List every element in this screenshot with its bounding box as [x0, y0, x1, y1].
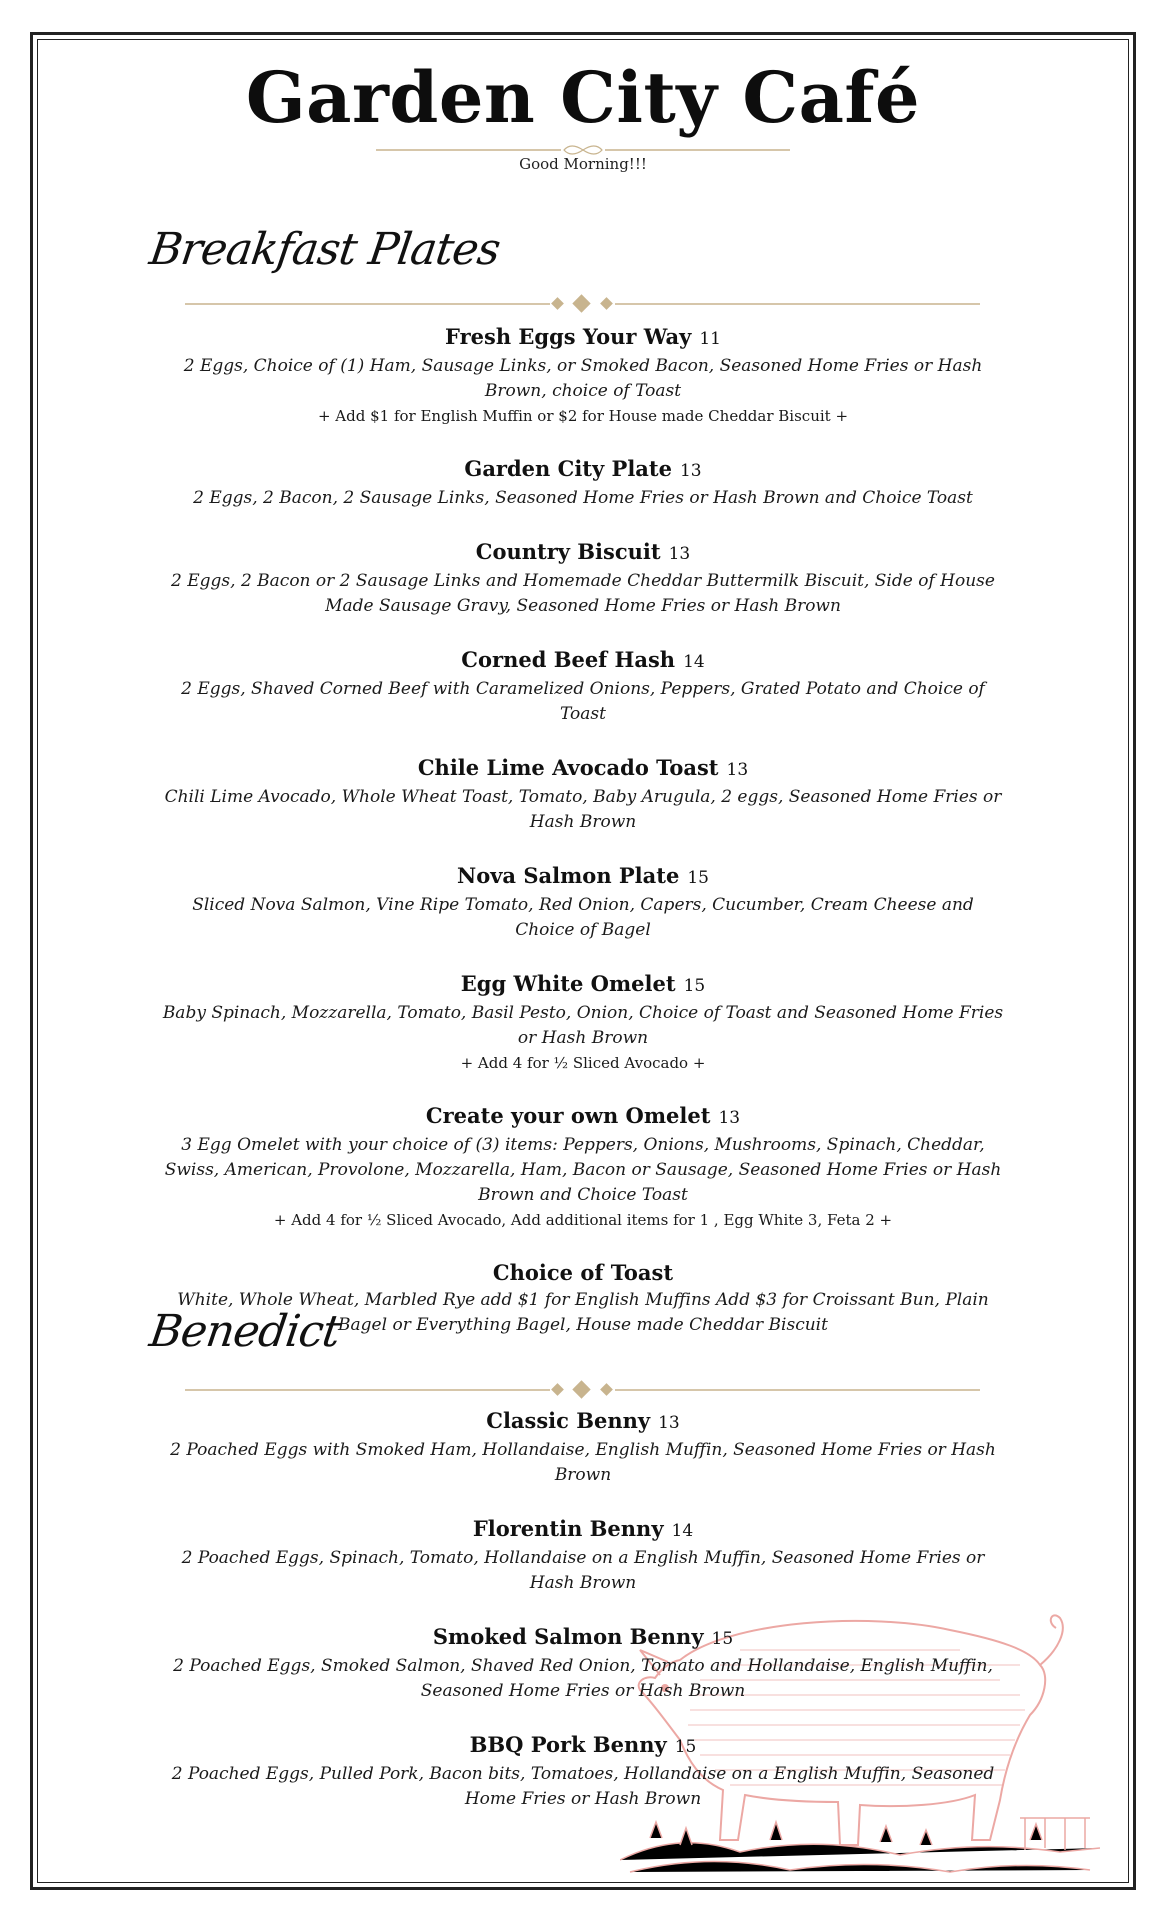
item-price: 13 — [726, 760, 749, 780]
menu-item — [160, 861, 1006, 943]
item-name: Create your own Omelet — [425, 1103, 711, 1128]
item-price: 13 — [658, 1413, 680, 1433]
item-description: Baby Spinach, Mozzarella, Tomato, Basil Pesto, Onion, Choice of Toast and Seasoned Home Fries or Hash Brown — [162, 1003, 1004, 1048]
menu-item — [160, 322, 1006, 428]
menu-item — [160, 645, 1006, 727]
benedict-items — [160, 1406, 1006, 1838]
item-price: 13 — [668, 544, 691, 564]
item-name: Classic Benny — [486, 1408, 651, 1433]
item-name: Florentin Benny — [472, 1516, 664, 1541]
item-description: 2 Poached Eggs with Smoked Ham, Hollandaise, English Muffin, Seasoned Home Fries or Hash Brown — [170, 1440, 996, 1485]
item-price: 15 — [711, 1629, 734, 1649]
menu-item — [160, 1514, 1006, 1596]
item-price: 14 — [683, 652, 705, 672]
item-name: Egg White Omelet — [460, 971, 676, 996]
item-addon-note: + Add $1 for English Muffin or $2 for House made Cheddar Biscuit + — [317, 407, 849, 425]
section-title-benedict: Benedict — [146, 1306, 343, 1357]
item-name: Fresh Eggs Your Way — [445, 324, 692, 349]
item-description: 2 Poached Eggs, Pulled Pork, Bacon bits, Tomatoes, Hollandaise on a English Muffin, Seasoned Home Fries or Hash Brown — [171, 1764, 995, 1809]
item-name: Corned Beef Hash — [461, 647, 676, 672]
item-description: 2 Eggs, Choice of (1) Ham, Sausage Links, or Smoked Bacon, Seasoned Home Fries or Hash Brown, choice of Toast — [183, 356, 983, 401]
item-name: Garden City Plate — [464, 456, 672, 481]
item-name: Choice of Toast — [492, 1260, 674, 1285]
item-addon-note: + Add 4 for ½ Sliced Avocado, Add additional items for 1 , Egg White 3, Feta 2 + — [273, 1211, 893, 1229]
item-description: 2 Eggs, 2 Bacon, 2 Sausage Links, Seasoned Home Fries or Hash Brown and Choice Toast — [193, 488, 973, 508]
item-price: 11 — [699, 329, 721, 349]
menu-item — [160, 454, 1006, 511]
item-name: Chile Lime Avocado Toast — [417, 755, 719, 780]
item-name: Smoked Salmon Benny — [432, 1624, 704, 1649]
item-description: 3 Egg Omelet with your choice of (3) items: Peppers, Onions, Mushrooms, Spinach, Cheddar, Swiss, American, Provolone, Mozzarella, Ham, Bacon or Sausage, Seasoned Home Fries or Hash Brown and Choice Toast — [164, 1135, 1002, 1205]
menu-item — [160, 1730, 1006, 1812]
item-price: 15 — [683, 976, 706, 996]
item-description: 2 Poached Eggs, Smoked Salmon, Shaved Red Onion, Tomato and Hollandaise, English Muffin, Seasoned Home Fries or Hash Brown — [173, 1656, 993, 1701]
item-addon-note: + Add 4 for ½ Sliced Avocado + — [460, 1054, 706, 1072]
item-name: Country Biscuit — [475, 539, 661, 564]
cafe-title: Garden City Café — [245, 56, 921, 139]
item-description: 2 Eggs, Shaved Corned Beef with Caramelized Onions, Peppers, Grated Potato and Choice of Toast — [181, 679, 985, 724]
item-description: Chili Lime Avocado, Whole Wheat Toast, Tomato, Baby Arugula, 2 eggs, Seasoned Home Fries or Hash Brown — [164, 787, 1002, 832]
item-price: 13 — [718, 1108, 741, 1128]
section-divider-benedict — [185, 1380, 980, 1400]
menu-item — [160, 1101, 1006, 1232]
greeting: Good Morning!!! — [519, 155, 647, 173]
item-description: White, Whole Wheat, Marbled Rye add $1 for English Muffins Add $3 for Croissant Bun, Plain Bagel or Everything Bagel, House made Cheddar Biscuit — [177, 1290, 989, 1335]
menu-item — [160, 753, 1006, 835]
item-description: Sliced Nova Salmon, Vine Ripe Tomato, Red Onion, Capers, Cucumber, Cream Cheese and Choice of Bagel — [192, 895, 974, 940]
item-name: BBQ Pork Benny — [469, 1732, 667, 1757]
item-description: 2 Eggs, 2 Bacon or 2 Sausage Links and Homemade Cheddar Buttermilk Biscuit, Side of House Made Sausage Gravy, Seasoned Home Fries or Hash Brown — [171, 571, 995, 616]
menu-item — [160, 1406, 1006, 1488]
item-description: 2 Poached Eggs, Spinach, Tomato, Hollandaise on a English Muffin, Seasoned Home Fries or Hash Brown — [181, 1548, 985, 1593]
section-divider-breakfast — [185, 294, 980, 314]
item-price: 13 — [679, 461, 702, 481]
menu-item — [160, 1622, 1006, 1704]
menu-item — [160, 969, 1006, 1075]
menu-item — [160, 537, 1006, 619]
section-title-breakfast: Breakfast Plates — [146, 224, 503, 275]
item-price: 14 — [671, 1521, 694, 1541]
breakfast-items — [160, 322, 1006, 1364]
item-price: 15 — [674, 1737, 697, 1757]
item-price: 15 — [687, 868, 709, 888]
item-name: Nova Salmon Plate — [457, 863, 680, 888]
